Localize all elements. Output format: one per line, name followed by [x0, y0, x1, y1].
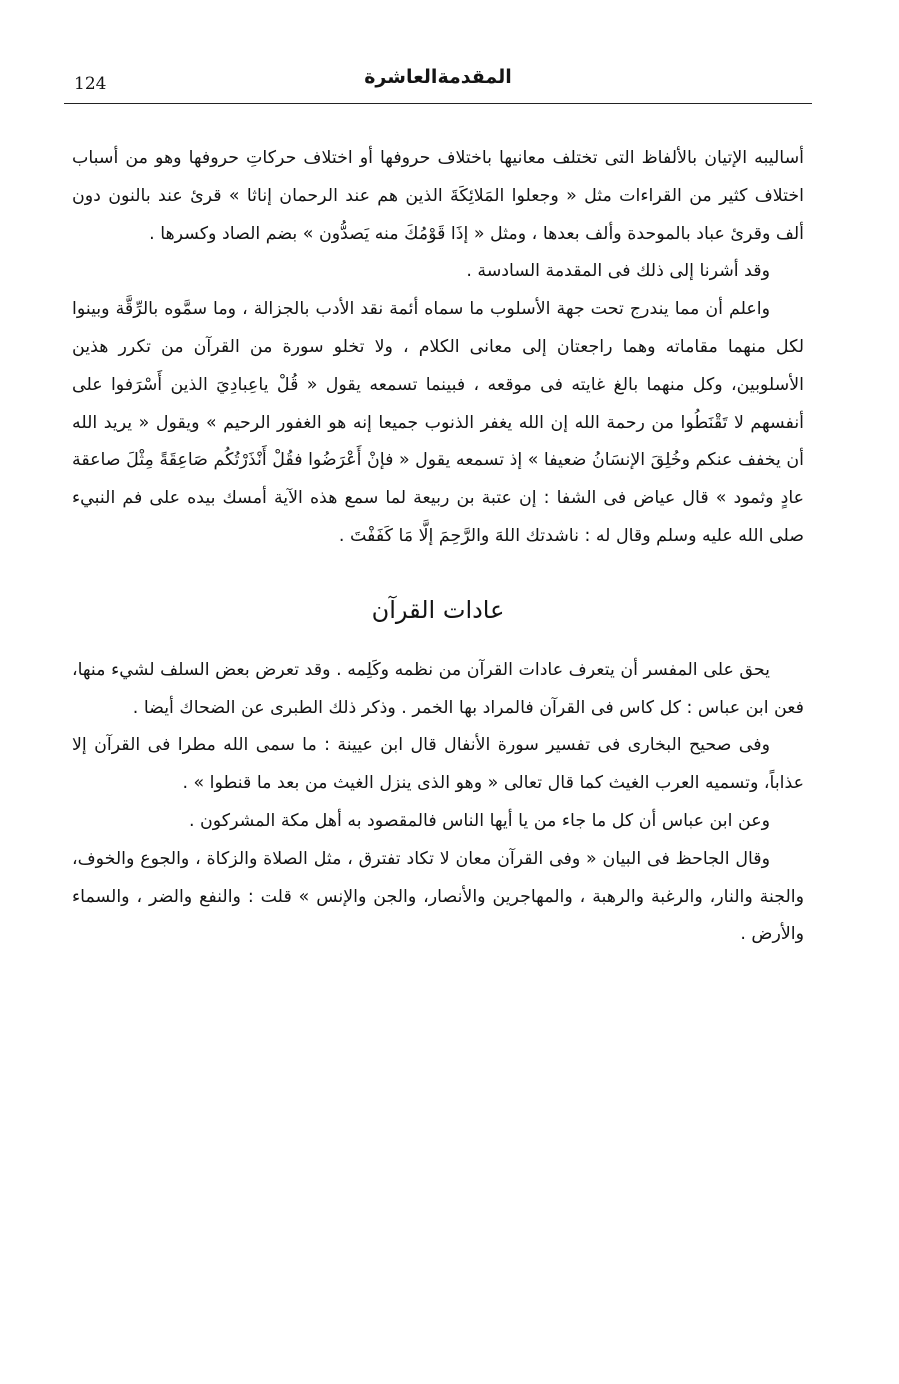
body-text	[72, 140, 804, 954]
header-rule	[64, 103, 812, 104]
paragraph: وقال الجاحظ فى البيان « وفى القرآن معان لا تكاد تفترق ، مثل الصلاة والزكاة ، والجوع والخوف، والجنة والنار، والرغبة والرهبة ، والمهاجرين والأنصار، والجن والإنس » قلت : والنفع والضر ، والسماء والأرض .	[72, 848, 804, 945]
page-header	[64, 60, 812, 104]
page-number: 124	[74, 74, 107, 94]
paragraph: يحق على المفسر أن يتعرف عادات القرآن من نظمه وكَلِمه . وقد تعرض بعض السلف لشيء منها، فعن ابن عباس : كل كاس فى القرآن فالمراد بها الخمر . وذكر ذلك الطبرى عن الضحاك أيضا .	[72, 659, 804, 718]
paragraphs-before-heading	[72, 140, 804, 556]
running-title: المقدمةالعاشرة	[364, 66, 512, 88]
paragraph: وعن ابن عباس أن كل ما جاء من يا أيها الناس فالمقصود به أهل مكة المشركون .	[188, 810, 770, 831]
paragraph: واعلم أن مما يندرج تحت جهة الأسلوب ما سماه أئمة نقد الأدب بالجزالة ، وما سمَّوه بالرِّقَّة وبينوا لكل منهما مقاماته وهما راجعتان إلى معانى الكلام ، ولا تخلو سورة من القرآن من تكرر هذين الأسلوبين، وكل منهما بالغ غايته فى موقعه ، فبينما تسمعه يقول « قُلْ ياعِبادِيَ الذين أَسْرَفوا على أنفسهم لا تَقْنَطُوا من رحمة الله إن الله يغفر الذنوب جميعا إنه هو الغفور الرحيم » ويقول « يريد الله أن يخفف عنكم وخُلِقَ الإنسَانُ ضعيفا » إذ تسمعه يقول « فإنْ أَعْرَضُوا فقُلْ أَنْذَرْتُكُم صَاعِقَةً مِثْلَ صاعقة عادٍ وثمود » قال عياض فى الشفا : إن عتبة بن ربيعة لما سمع هذه الآية أمسك بيده على فم النبيء صلى الله عليه وسلم وقال له : ناشدتك اللهَ والرَّحِمَ إلَّا مَا كَفَفْتَ .	[72, 299, 804, 546]
paragraphs-after-heading	[72, 652, 804, 954]
paragraph: وفى صحيح البخارى فى تفسير سورة الأنفال قال ابن عيينة : ما سمى الله مطرا فى القرآن إلا عذاباً، وتسميه العرب الغيث كما قال تعالى « وهو الذى ينزل الغيث من بعد ما قنطوا » .	[72, 735, 804, 794]
paragraph: أساليبه الإتيان بالألفاظ التى تختلف معانيها باختلاف حروفها أو اختلاف حركاتِ حروفها وهو من أسباب اختلاف كثير من القراءات مثل « وجعلوا المَلائِكَةَ الذين هم عند الرحمان إناثا » قرئ عند بالنون دون ألف وقرئ عباد بالموحدة وألف بعدها ، ومثل « إذَا قَوْمُكَ منه يَصدُّون » بضم الصاد وكسرها .	[72, 148, 804, 244]
paragraph: وقد أشرنا إلى ذلك فى المقدمة السادسة .	[466, 261, 770, 282]
section-heading: عادات القرآن	[371, 595, 505, 624]
